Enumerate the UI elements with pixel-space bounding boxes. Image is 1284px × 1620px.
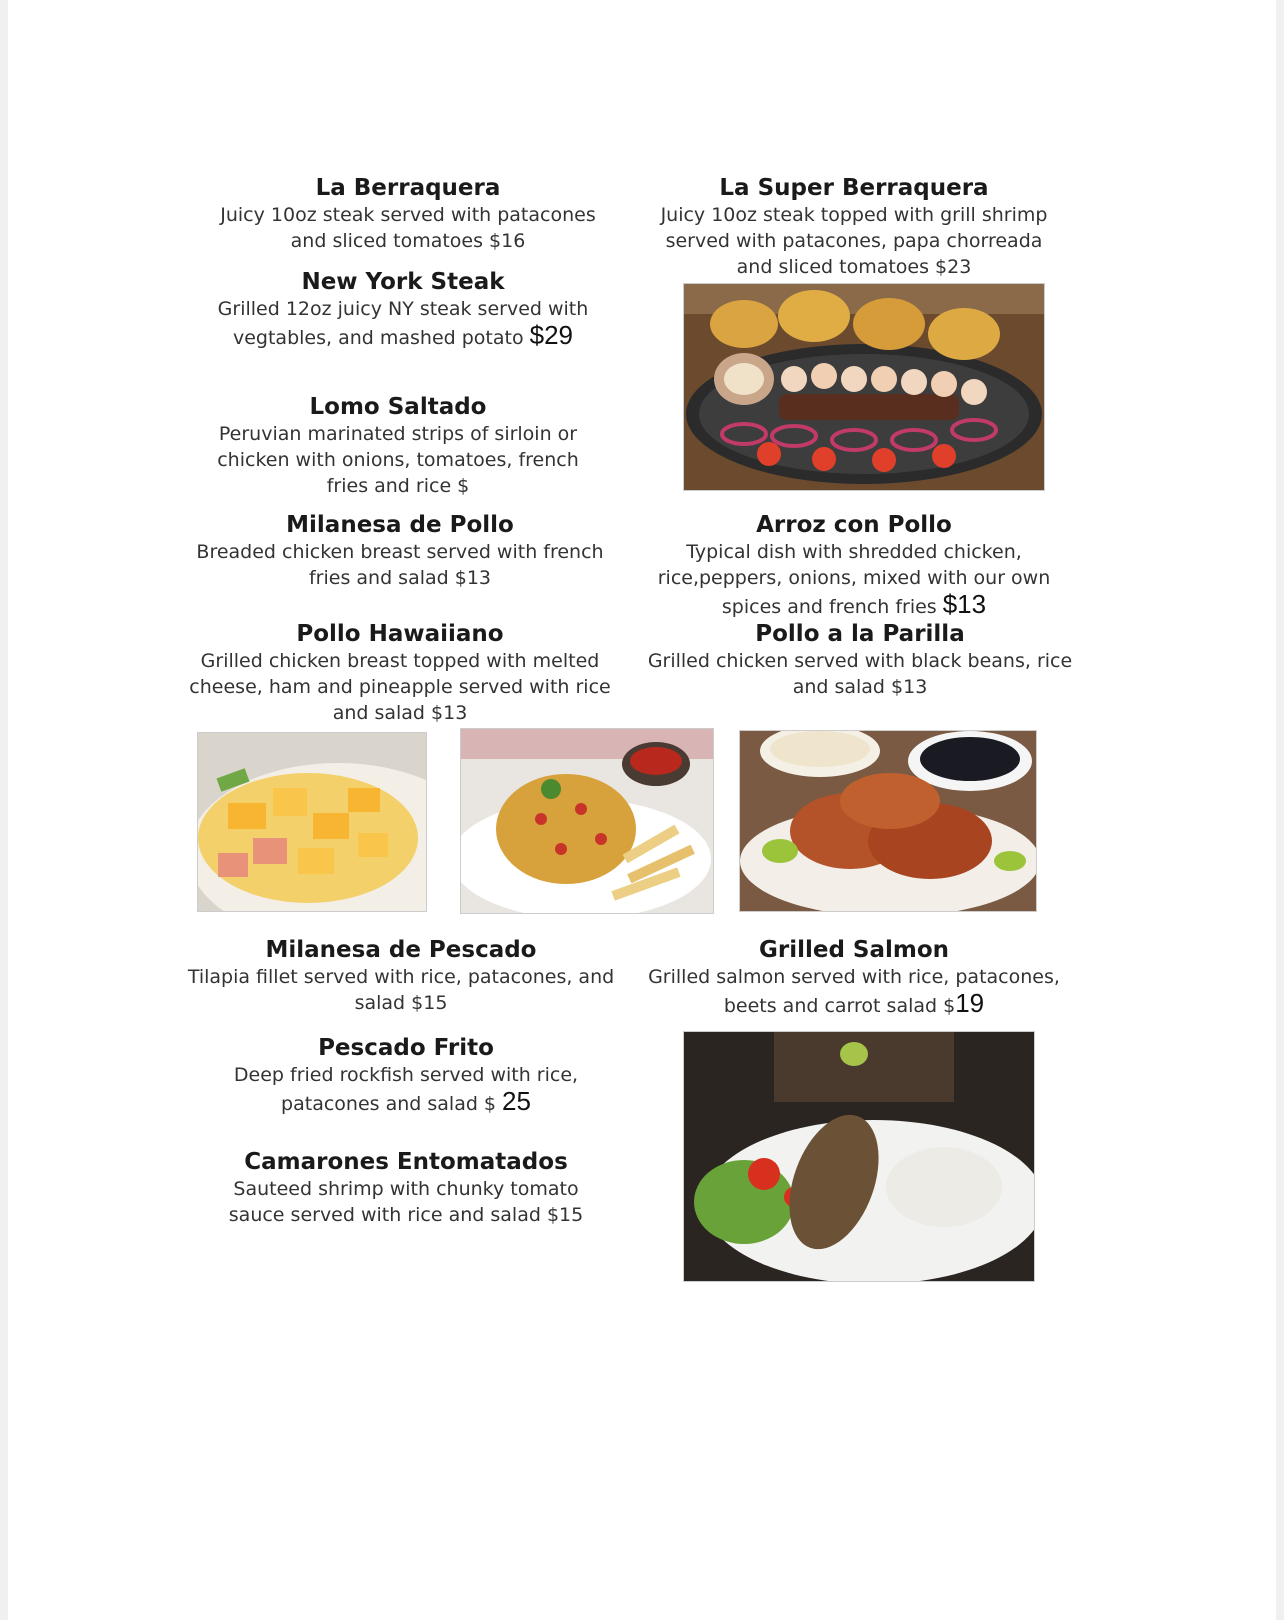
item-title: Milanesa de Pescado [265, 937, 537, 963]
pescado-frito-photo [683, 1031, 1035, 1282]
item-description: Tilapia fillet served with rice, patacones, and salad $15 [187, 966, 615, 1014]
item-price: $29 [529, 320, 573, 350]
arroz-con-pollo-photo [460, 728, 714, 914]
item-description: Juicy 10oz steak served with patacones and sliced tomatoes $16 [220, 204, 596, 252]
item-description: Grilled chicken served with black beans, rice and salad $13 [647, 650, 1073, 698]
item-title: Arroz con Pollo [756, 512, 952, 538]
item-title: New York Steak [301, 269, 505, 295]
item-title: Pollo Hawaiiano [296, 621, 504, 647]
item-description-text: Grilled salmon served with rice, patacones, beets and carrot salad $ [648, 966, 1060, 1017]
item-description-text: Grilled 12oz juicy NY steak served with vegtables, and mashed potato [217, 298, 589, 349]
item-title: Camarones Entomatados [244, 1149, 568, 1175]
item-description [634, 964, 1074, 1019]
item-title: Lomo Saltado [309, 394, 487, 420]
menu-item-camarones-entomatados [186, 1148, 626, 1228]
item-price: 19 [955, 988, 985, 1018]
item-description: Grilled chicken breast topped with melted cheese, ham and pineapple served with rice and salad $13 [189, 650, 611, 724]
menu-item-la-super-berraquera [634, 174, 1074, 280]
item-description: Breaded chicken breast served with french fries and salad $13 [196, 541, 604, 589]
item-description [634, 539, 1074, 620]
item-title: Milanesa de Pollo [286, 512, 514, 538]
item-title: La Berraquera [315, 175, 501, 201]
menu-item-milanesa-de-pescado [176, 936, 626, 1016]
item-price: $13 [942, 589, 987, 619]
item-title: La Super Berraquera [719, 175, 989, 201]
menu-page [8, 0, 1276, 1620]
item-description-text: Deep fried rockfish served with rice, patacones and salad $ [233, 1064, 579, 1115]
steak-shrimp-platter-photo [683, 283, 1045, 491]
menu-item-grilled-salmon [634, 936, 1074, 1019]
item-description [178, 296, 628, 351]
item-price: 25 [502, 1086, 531, 1116]
menu-item-la-berraquera [188, 174, 628, 254]
item-title: Pescado Frito [318, 1035, 494, 1061]
item-description: Peruvian marinated strips of sirloin or chicken with onions, tomatoes, french fries and rice $ [217, 423, 579, 497]
pollo-hawaiiano-photo [197, 732, 427, 912]
item-title: Grilled Salmon [758, 937, 950, 963]
item-description [186, 1062, 626, 1117]
menu-item-pescado-frito [186, 1034, 626, 1117]
menu-item-pollo-hawaiiano [180, 620, 620, 726]
menu-item-arroz-con-pollo [634, 511, 1074, 620]
item-title: Pollo a la Parilla [755, 621, 965, 647]
item-description: Juicy 10oz steak topped with grill shrimp served with patacones, papa chorreada and sliced tomatoes $23 [660, 204, 1048, 278]
menu-item-milanesa-de-pollo [180, 511, 620, 591]
item-description-text: Typical dish with shredded chicken, rice,peppers, onions, mixed with our own spices and french fries [657, 541, 1051, 618]
menu-item-new-york-steak [178, 268, 628, 351]
menu-item-lomo-saltado [178, 393, 618, 499]
pollo-a-la-parilla-photo [739, 730, 1037, 912]
menu-item-pollo-a-la-parilla [640, 620, 1080, 700]
item-description: Sauteed shrimp with chunky tomato sauce served with rice and salad $15 [228, 1178, 584, 1226]
